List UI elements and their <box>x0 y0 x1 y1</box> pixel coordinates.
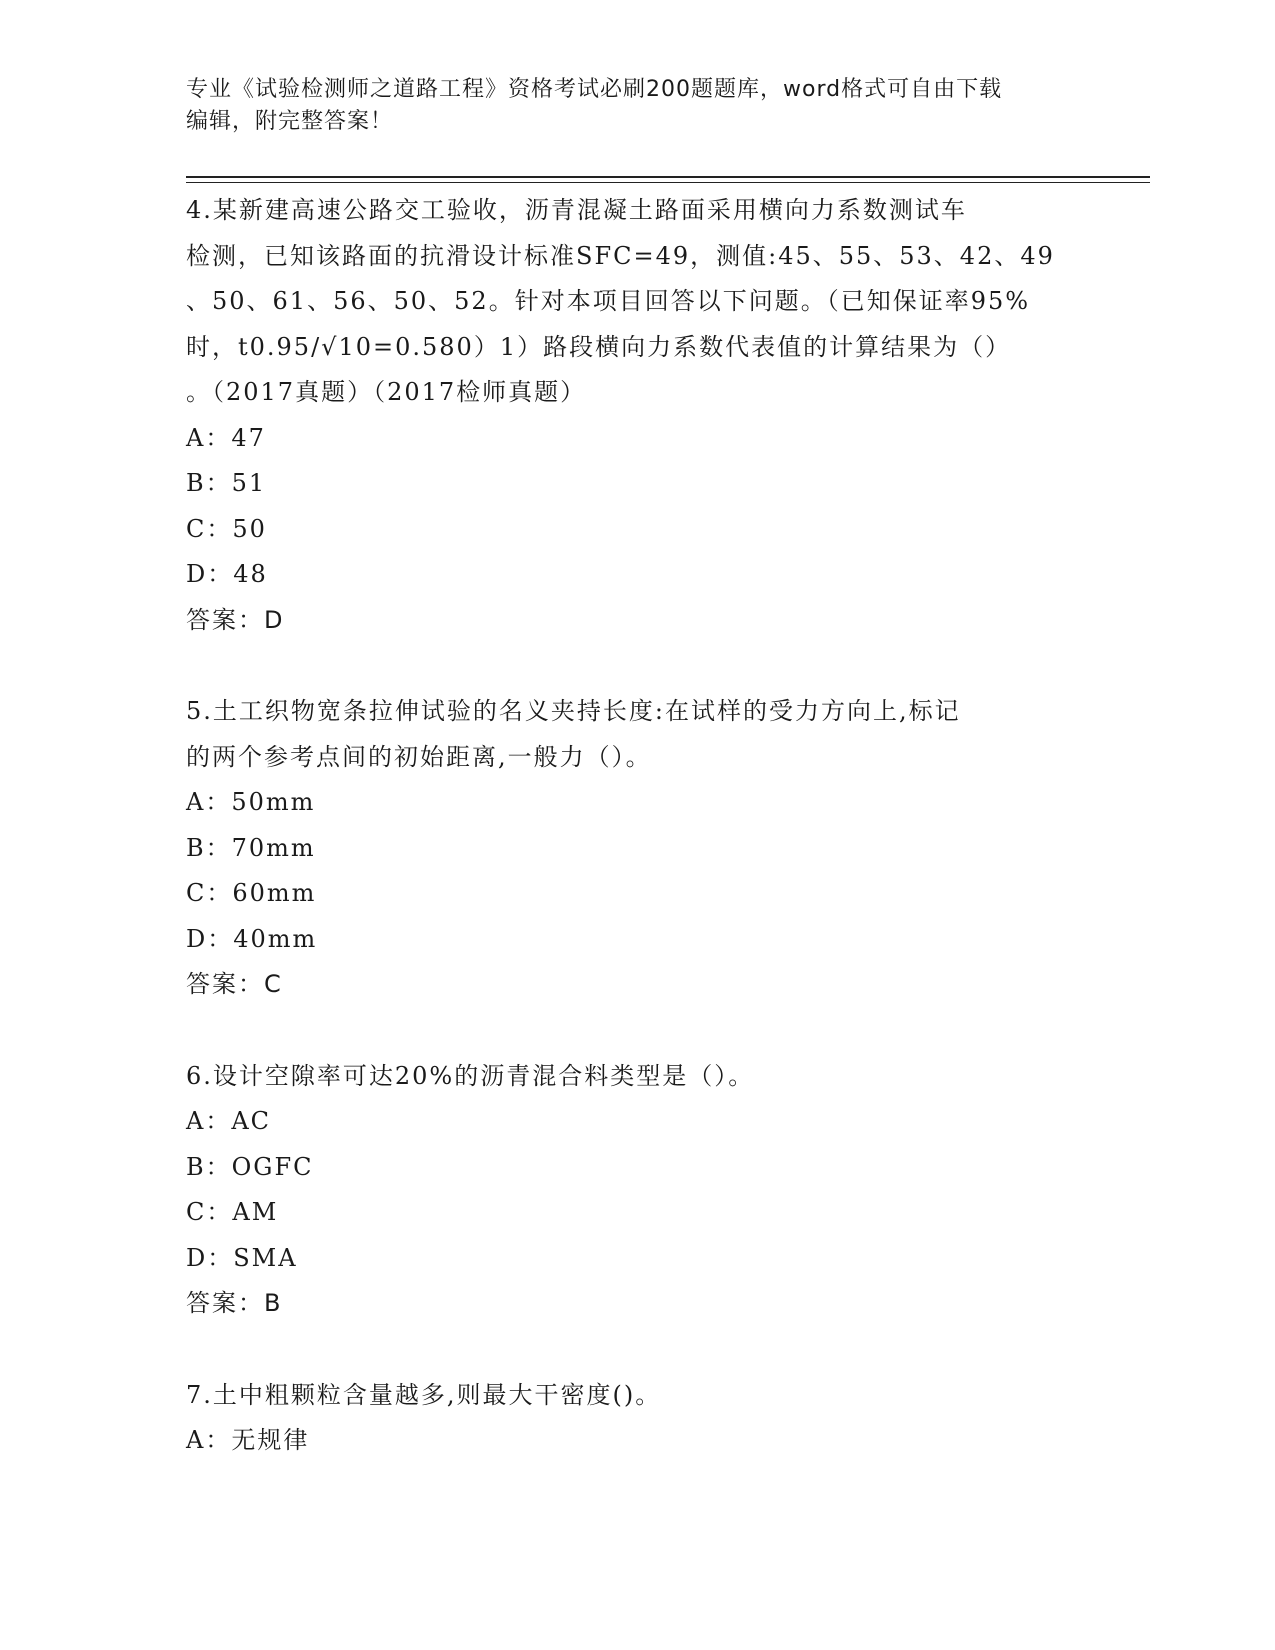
option-a: A：无规律 <box>186 1426 310 1454</box>
question-text-line: 的两个参考点间的初始距离,一般力（）。 <box>186 742 652 771</box>
option-b: B：51 <box>186 469 267 497</box>
option-c: C：50 <box>186 514 267 543</box>
option-a: A：AC <box>186 1107 272 1135</box>
option-d: D：40mm <box>186 924 318 953</box>
option-d: D：SMA <box>186 1243 298 1272</box>
question-4 <box>186 188 1086 643</box>
question-text-line: 6.设计空隙率可达20%的沥青混合料类型是（）。 <box>186 1061 755 1090</box>
question-text-line: 时，t0.95/√10=0.580）1）路段横向力系数代表值的计算结果为（） <box>186 332 1012 361</box>
option-a: A：47 <box>186 423 266 452</box>
answer: 答案：B <box>186 1289 283 1317</box>
question-text-line: 检测，已知该路面的抗滑设计标准SFC=49，测值:45、55、53、42、49 <box>186 241 1055 270</box>
question-7 <box>186 1373 1086 1464</box>
option-a: A：50mm <box>186 788 316 816</box>
header-divider-thin <box>186 182 1150 183</box>
option-c: C：60mm <box>186 879 317 907</box>
header-line-2: 编辑，附完整答案！ <box>186 109 394 134</box>
question-text-line: 7.土中粗颗粒含量越多,则最大干密度()。 <box>186 1380 662 1409</box>
option-d: D：48 <box>186 560 268 588</box>
option-b: B：70mm <box>186 833 316 862</box>
question-6 <box>186 1054 1086 1327</box>
header-line-1: 专业《试验检测师之道路工程》资格考试必刷200题题库，word格式可自由下载 <box>186 77 1003 102</box>
question-text-line: 4.某新建高速公路交工验收，沥青混凝土路面采用横向力系数测试车 <box>186 196 967 224</box>
option-b: B：OGFC <box>186 1152 314 1181</box>
option-c: C：AM <box>186 1198 279 1226</box>
question-text-line: 、50、61、56、50、52。针对本项目回答以下问题。（已知保证率95% <box>186 287 1031 315</box>
question-text-line: 。（2017真题）（2017检师真题） <box>186 378 587 406</box>
header-divider-thick <box>186 176 1150 178</box>
document-header <box>186 74 1086 138</box>
question-5 <box>186 689 1086 1008</box>
question-text-line: 5.土工织物宽条拉伸试验的名义夹持长度:在试样的受力方向上,标记 <box>186 697 961 725</box>
answer: 答案：C <box>186 970 283 998</box>
question-list <box>186 188 1086 1464</box>
answer: 答案：D <box>186 605 285 634</box>
